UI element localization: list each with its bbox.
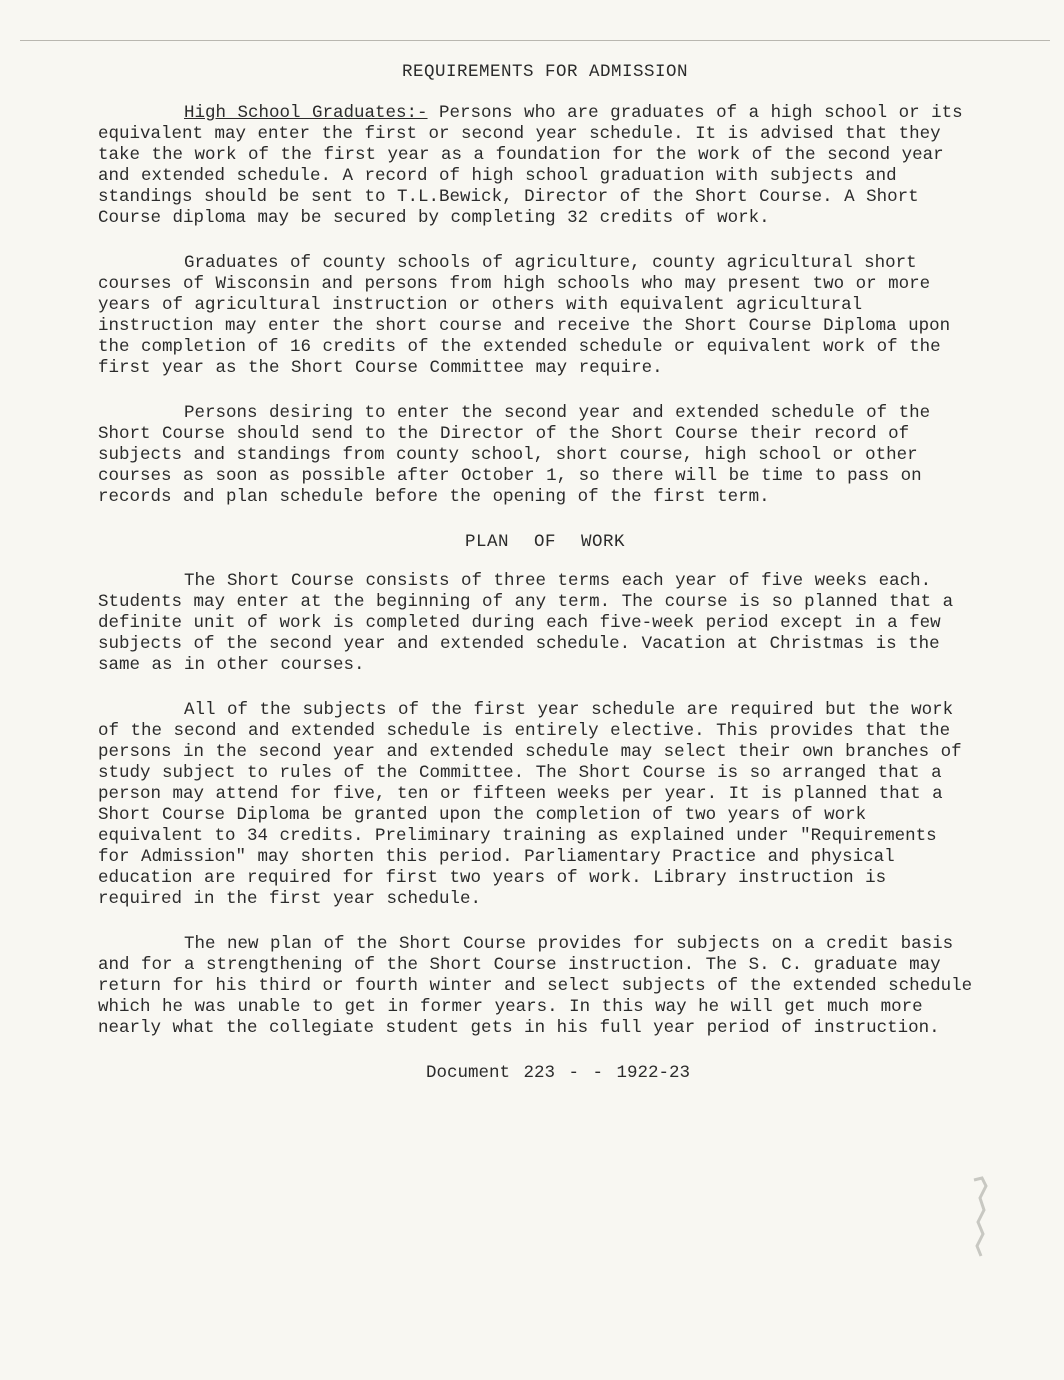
- paragraph-terms: The Short Course consists of three terms each year of five weeks each. Students may enter at the beginning of any term. The course is so planned that a definite unit of work is completed during each five-week period except in a few subjects of the second year and extended schedule. Vacation at Christmas is the same as in other courses.: [98, 571, 954, 675]
- document-footer: Document 223 - - 1922-23: [425, 1063, 691, 1083]
- heading-plan-of-work: PLAN OF WORK: [464, 532, 626, 552]
- paragraph-county-school-graduates: Graduates of county schools of agriculture, county agricultural short courses of Wisconsin and persons from high schools who may present two or more years of agricultural instruction or others with equivalent agricultural instruction may enter the short course and receive the Short Course Diploma upon the completion of 16 credits of the extended schedule or equivalent work of the first year as the Short Course Committee may require.: [98, 253, 951, 378]
- paragraph-second-year-entry: Persons desiring to enter the second year and extended schedule of the Short Course should send to the Director of the Short Course their record of subjects and standings from county school, short course, high school or other courses as soon as possible after October 1, so there will be time to pass on records and plan schedule before the opening of the first term.: [98, 403, 931, 507]
- paragraph-body-high-school-graduates: Persons who are graduates of a high school or its equivalent may enter the first or second year schedule. It is advised that they take the work of the first year as a foundation for the work of the second year and extended schedule. A record of high school graduation with subjects and standings should be sent to T.L.Bewick, Director of the Short Course. A Short Course diploma may be secured by completing 32 credits of work.: [98, 103, 963, 228]
- heading-requirements-for-admission: REQUIREMENTS FOR ADMISSION: [401, 62, 689, 82]
- paragraph-electives: All of the subjects of the first year schedule are required but the work of the second and extended schedule is entirely elective. This provides that the persons in the second year and extended schedule may select their own branches of study subject to rules of the Committee. The Short Course is so arranged that a person may attend for five, ten or fifteen weeks per year. It is planned that a Short Course Diploma be granted upon the completion of two years of work equivalent to 34 credits. Preliminary training as explained under "Requirements for Admission" may shorten this period. Parliamentary Practice and physical education are required for first two years of work. Library instruction is required in the first year schedule.: [98, 700, 962, 909]
- scan-top-rule: [20, 40, 1050, 41]
- paragraph-lead-high-school-graduates: High School Graduates:-: [184, 103, 428, 123]
- scan-artifact-mark: [968, 1176, 994, 1258]
- typed-sheet: [98, 62, 978, 1102]
- paragraph-new-plan: The new plan of the Short Course provides for subjects on a credit basis and for a strengthening of the Short Course instruction. The S. C. graduate may return for his third or fourth winter and select subjects of the extended schedule which he was unable to get in former years. In this way he will get much more nearly what the collegiate student gets in his full year period of instruction.: [98, 934, 973, 1038]
- paragraph-high-school-graduates: [98, 103, 978, 229]
